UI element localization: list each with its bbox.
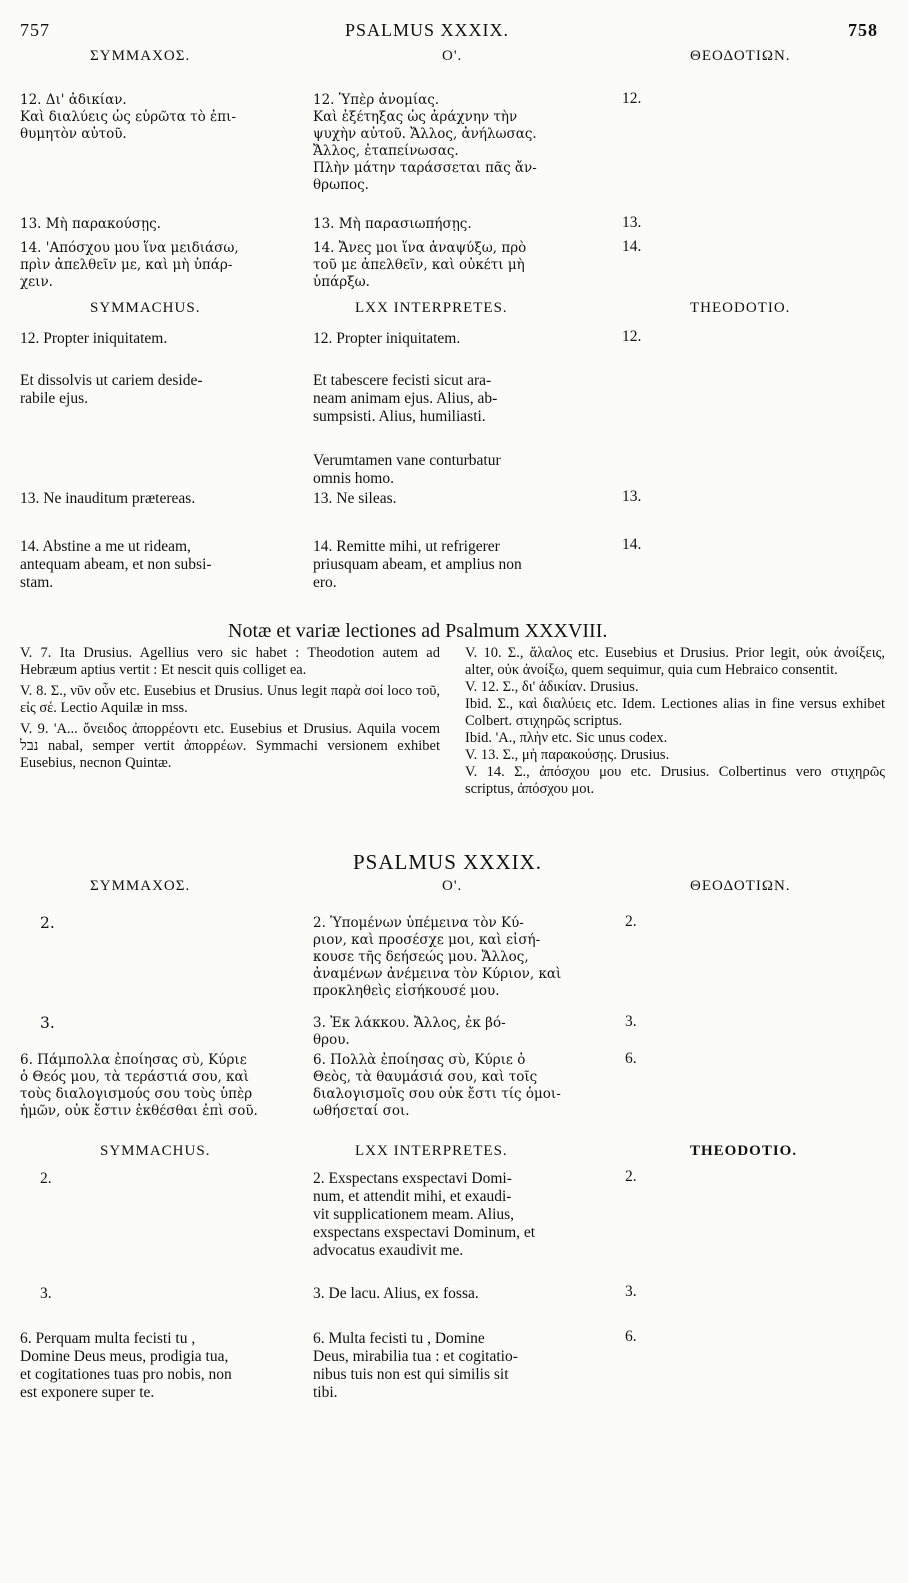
bottom-theodotion-greek-num-2: 2.	[625, 913, 637, 930]
bottom-head-theodotion-latin: THEODOTIO.	[690, 1143, 798, 1159]
note-v8: V. 8. Σ., νῦν οὖν etc. Eusebius et Drusius. Unus legit παρὰ σοί loco τοῦ, εἰς σέ. Lectio Aquilæ in mss.	[20, 683, 440, 716]
running-title: PSALMUS XXXIX.	[345, 20, 510, 40]
lxx-latin-v13: 13. Ne sileas.	[313, 490, 397, 507]
bottom-symmachus-latin-v6: 6. Perquam multa fecisti tu , Domine Deus meus, prodigia tua, et cogitationes tuas pro nobis, non est exponere super te.	[20, 1330, 232, 1401]
bottom-head-lxx-greek: Ο'.	[442, 878, 463, 894]
bottom-lxx-latin-v3: 3. De lacu. Alius, ex fossa.	[313, 1285, 479, 1302]
note-v12: V. 12. Σ., δι' ἀδικίαν. Drusius.	[465, 679, 639, 695]
symmachus-latin-v14: 14. Abstine a me ut rideam, antequam abeam, et non subsi- stam.	[20, 538, 212, 591]
theodotion-latin-num-13: 13.	[622, 488, 642, 505]
bottom-theodotion-latin-num-2: 2.	[625, 1168, 637, 1185]
head-symmachus-greek: ΣΥΜΜΑΧΟΣ.	[90, 48, 191, 64]
head-theodotion-latin: THEODOTIO.	[690, 300, 791, 316]
bottom-head-lxx-latin: LXX INTERPRETES.	[355, 1143, 508, 1159]
lxx-greek-v12: 12. Ὑπὲρ ἀνομίας. Καὶ ἐξέτηξας ὡς ἀράχνην τὴν ψυχὴν αὐτοῦ. Ἄλλος, ἀνήλωσας. Ἄλλος, ἐταπείνωσας. Πλὴν μάτην ταράσσεται πᾶς ἄν- θρωπος.	[313, 92, 537, 193]
bottom-head-theodotion-greek: ΘΕΟΔΟΤΙΩΝ.	[690, 878, 791, 894]
symmachus-greek-v14: 14. 'Απόσχου μου ἵνα μειδιάσω, πρὶν ἀπελθεῖν με, καὶ μὴ ὑπάρ- χειν.	[20, 240, 239, 290]
bottom-lxx-greek-v3: 3. Ἐκ λάκκου. Ἄλλος, ἐκ βό- θρου.	[313, 1015, 506, 1048]
symmachus-latin-v12: 12. Propter iniquitatem.	[20, 330, 168, 347]
note-v10: V. 10. Σ., ἄλαλος etc. Eusebius et Drusius. Prior legit, οὐκ ἀνοίξεις, alter, οὐκ ἀνοίξω, quem sequimur, quia cum Hebraico consentit.	[465, 645, 885, 678]
theodotion-greek-num-14: 14.	[622, 238, 642, 255]
head-lxx-latin: LXX INTERPRETES.	[355, 300, 508, 316]
theodotion-greek-num-12: 12.	[622, 90, 642, 107]
bottom-theodotion-latin-num-3: 3.	[625, 1283, 637, 1300]
section-title: PSALMUS XXXIX.	[353, 850, 543, 874]
head-symmachus-latin: SYMMACHUS.	[90, 300, 201, 316]
bottom-head-symmachus-greek: ΣΥΜΜΑΧΟΣ.	[90, 878, 191, 894]
notes-title: Notæ et variæ lectiones ad Psalmum XXXVIII.	[228, 620, 608, 642]
notes-left-column	[20, 645, 440, 772]
lxx-latin-v12-b: Et tabescere fecisti sicut ara- neam animam ejus. Alius, ab- sumpsisti. Alius, humiliasti.	[313, 372, 498, 425]
bottom-lxx-greek-v2: 2. Ὑπομένων ὑπέμεινα τὸν Κύ- ριον, καὶ προσέσχε μοι, καὶ εἰσή- κουσε τῆς δεήσεώς μου. Ἄλλος, ἀναμένων ἀνέμεινα τὸν Κύριον, καὶ προκληθεὶς εἰσήκουσέ μου.	[313, 915, 562, 999]
symmachus-greek-v12: 12. Δι' ἀδικίαν. Καὶ διαλύεις ὡς εὑρῶτα τὸ ἐπι- θυμητὸν αὐτοῦ.	[20, 92, 236, 142]
note-v13: V. 13. Σ., μὴ παρακούσῃς. Drusius.	[465, 747, 670, 763]
lxx-latin-v14: 14. Remitte mihi, ut refrigerer priusquam abeam, et amplius non ero.	[313, 538, 522, 591]
theodotion-latin-num-12: 12.	[622, 328, 642, 345]
bottom-head-symmachus-latin: SYMMACHUS.	[100, 1143, 211, 1159]
bottom-lxx-greek-v6: 6. Πολλὰ ἐποίησας σὺ, Κύριε ὁ Θεὸς, τὰ θαυμάσιά σου, καὶ τοῖς διαλογισμοῖς σου οὐκ ἔστι τίς ὁμοι- ωθήσεταί σοι.	[313, 1052, 561, 1119]
note-v14: V. 14. Σ., ἀπόσχου μου etc. Drusius. Colbertinus vero στιχηρῶς scriptus, ἀπόσχου μοι.	[465, 764, 885, 797]
symmachus-greek-v13: 13. Μὴ παρακούσῃς.	[20, 216, 161, 232]
bottom-theodotion-latin-num-6: 6.	[625, 1328, 637, 1345]
lxx-greek-v14: 14. Ἄνες μοι ἵνα ἀναψύξω, πρὸ τοῦ με ἀπελθεῖν, καὶ οὐκέτι μὴ ὑπάρξω.	[313, 240, 527, 290]
bottom-theodotion-greek-num-3: 3.	[625, 1013, 637, 1030]
page-number-left: 757	[20, 20, 50, 40]
bottom-symmachus-greek-v6: 6. Πάμπολλα ἐποίησας σὺ, Κύριε ὁ Θεός μου, τὰ τεράστιά σου, καὶ τοὺς διαλογισμούς σου τοὺς ὑπὲρ ἡμῶν, οὐκ ἔστιν ἐκθέσθαι ἐπὶ σοῦ.	[20, 1052, 258, 1119]
lxx-latin-v12-c: Verumtamen vane conturbatur omnis homo.	[313, 452, 501, 487]
lxx-greek-v13: 13. Μὴ παρασιωπήσῃς.	[313, 216, 472, 232]
theodotion-greek-num-13: 13.	[622, 214, 642, 231]
bottom-symmachus-greek-v3: 3.	[40, 1014, 55, 1032]
notes-right-column	[465, 645, 885, 798]
bottom-lxx-latin-v6: 6. Multa fecisti tu , Domine Deus, mirabilia tua : et cogitatio- nibus tuis non est qui similis sit tibi.	[313, 1330, 518, 1401]
bottom-theodotion-greek-num-6: 6.	[625, 1050, 637, 1067]
note-v12-ibid-a: Ibid. Σ., καὶ διαλύεις etc. Idem. Lectiones alias in fine versus exhibet Colbert. στιχηρῶς scriptus.	[465, 696, 885, 729]
lxx-latin-v12: 12. Propter iniquitatem.	[313, 330, 461, 347]
note-v9: V. 9. 'Α... ὄνειδος ἀπορρέοντι etc. Eusebius et Drusius. Aquila vocem נבל nabal, semper vertit ἀπορρέων. Symmachi versionem exhibet Eusebius, necnon Quintæ.	[20, 721, 440, 771]
head-theodotion-greek: ΘΕΟΔΟΤΙΩΝ.	[690, 48, 791, 64]
symmachus-latin-v12-b: Et dissolvis ut cariem deside- rabile ejus.	[20, 372, 203, 407]
note-v7: V. 7. Ita Drusius. Agellius vero sic habet : Theodotion autem ad Hebræum aptius vertit : Et nescit quis colliget ea.	[20, 645, 440, 678]
head-lxx-greek: Ο'.	[442, 48, 463, 64]
page-number-right: 758	[848, 20, 878, 40]
bottom-symmachus-latin-v2: 2.	[40, 1170, 52, 1187]
symmachus-latin-v13: 13. Ne inauditum prætereas.	[20, 490, 196, 507]
theodotion-latin-num-14: 14.	[622, 536, 642, 553]
bottom-symmachus-greek-v2: 2.	[40, 914, 55, 932]
note-v12-ibid-b: Ibid. 'Α., πλὴν etc. Sic unus codex.	[465, 730, 668, 746]
bottom-lxx-latin-v2: 2. Exspectans exspectavi Domi- num, et attendit mihi, et exaudi- vit supplicationem meam. Alius, exspectans exspectavi Dominum, et advocatus exaudivit me.	[313, 1170, 536, 1259]
bottom-symmachus-latin-v3: 3.	[40, 1285, 52, 1302]
